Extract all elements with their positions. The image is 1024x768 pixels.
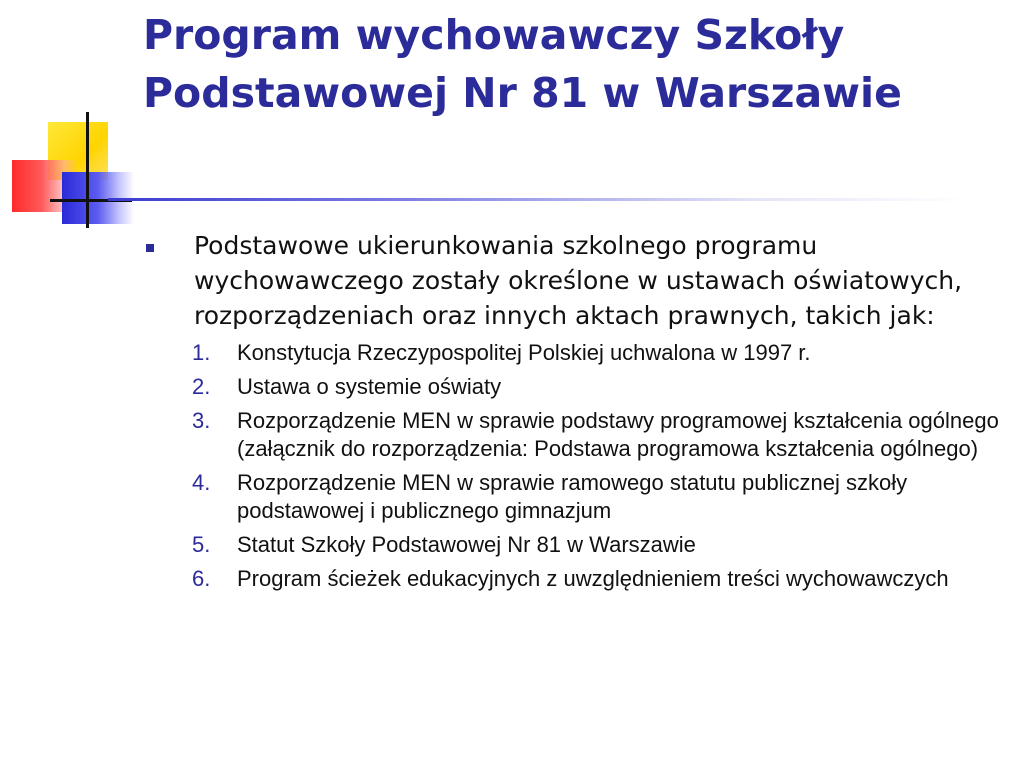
list-item-text: Program ścieżek edukacyjnych z uwzględnieniem treści wychowawczych [237,566,949,591]
list-item-number: 2. [192,374,211,399]
list-item-text: Statut Szkoły Podstawowej Nr 81 w Warszawie [237,532,696,557]
list-item [192,531,1010,559]
list-item-number: 1. [192,340,211,365]
list-item [192,565,1010,593]
slide-content [140,228,1010,599]
list-item [192,469,1010,525]
list-item [192,339,1010,367]
list-item-number: 4. [192,470,211,495]
title-underline [108,198,968,201]
list-item [192,373,1010,401]
list-item [192,407,1010,463]
list-item-number: 6. [192,566,211,591]
list-item-text: Konstytucja Rzeczypospolitej Polskiej uchwalona w 1997 r. [237,340,811,365]
slide-title: Program wychowawczy Szkoły Podstawowej Nr 81 w Warszawie [143,11,902,117]
list-item-number: 5. [192,532,211,557]
list-item-text: Rozporządzenie MEN w sprawie podstawy programowej kształcenia ogólnego (załącznik do rozporządzenia: Podstawa programowa kształcenia ogólnego) [237,408,999,461]
main-bullet-text: Podstawowe ukierunkowania szkolnego programu wychowawczego zostały określone w ustawach oświatowych, rozporządzeniach oraz innych aktach prawnych, takich jak: [194,231,963,330]
list-item-number: 3. [192,408,211,433]
vertical-line [86,112,89,228]
legal-acts-list [140,339,1010,593]
list-item-text: Rozporządzenie MEN w sprawie ramowego statutu publicznej szkoły podstawowej i publicznego gimnazjum [237,470,908,523]
square-bullet-icon [146,244,154,252]
main-bullet [140,228,1010,333]
list-item-text: Ustawa o systemie oświaty [237,374,502,399]
decorative-squares-logo [0,0,160,240]
